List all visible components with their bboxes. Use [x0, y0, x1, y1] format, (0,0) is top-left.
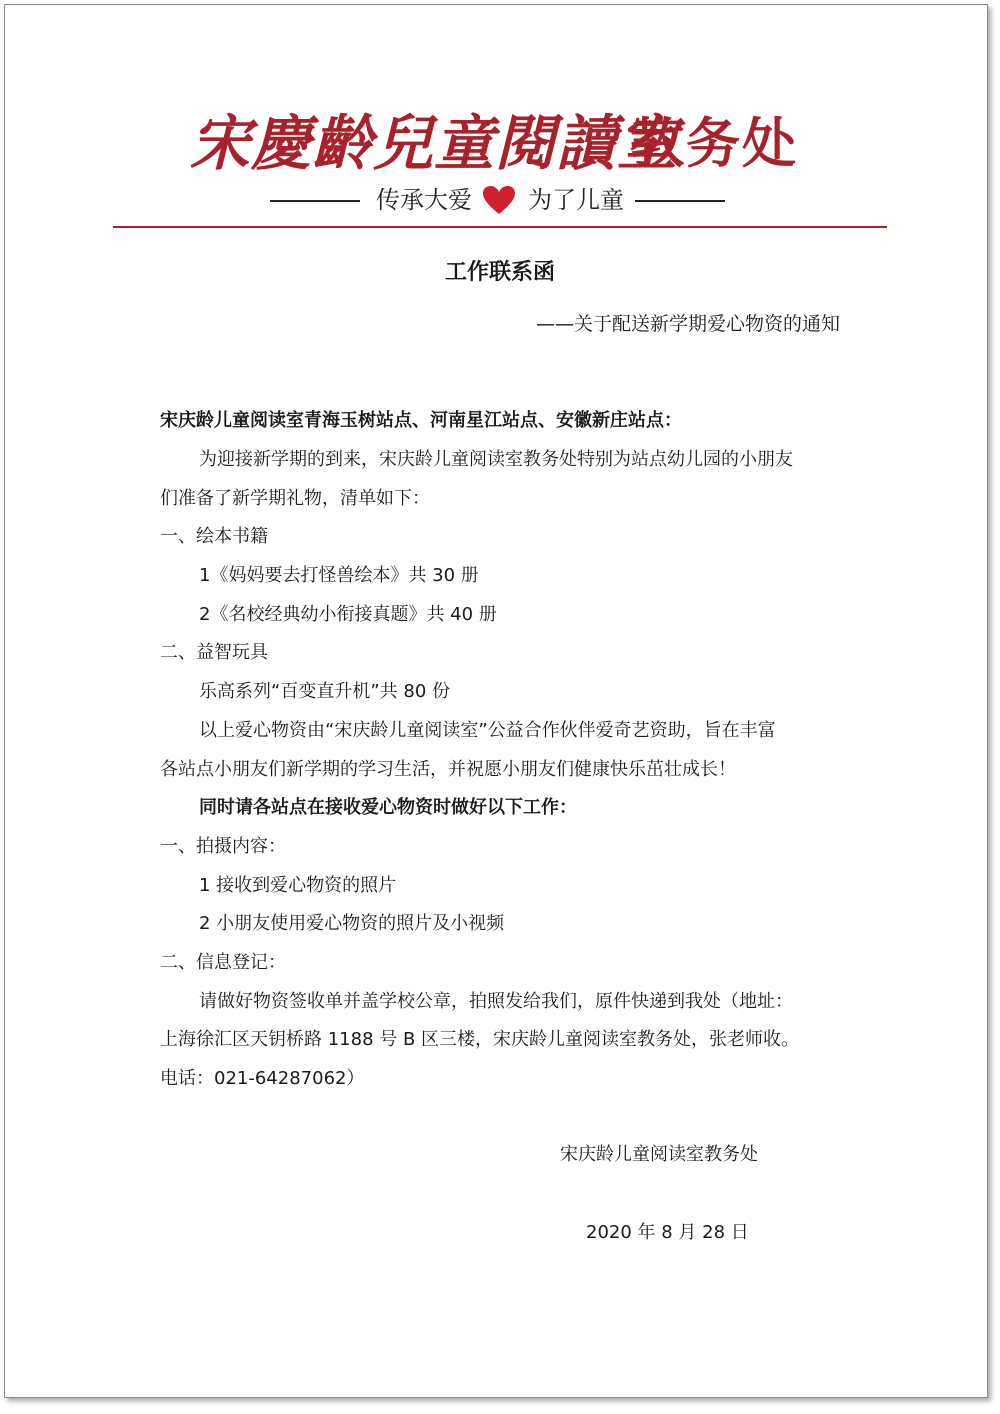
list-heading: 一、绘本书籍 [160, 526, 268, 547]
document-date: 2020 年 8 月 28 日 [586, 1222, 749, 1243]
slogan-row [270, 180, 730, 220]
list-heading: 一、拍摄内容： [160, 836, 286, 857]
body-line: 为迎接新学期的到来，宋庆龄儿童阅读室教务处特别为站点幼儿园的小朋友 [199, 449, 793, 470]
list-heading: 二、益智玩具 [160, 642, 268, 663]
body-line: 以上爱心物资由“宋庆龄儿童阅读室”公益合作伙伴爱奇艺资助，旨在丰富 [199, 720, 776, 741]
list-item: 1 接收到爱心物资的照片 [199, 875, 397, 896]
list-item: 1《妈妈要去打怪兽绘本》共 30 册 [199, 565, 479, 586]
body-line: 电话：021-64287062） [160, 1068, 365, 1089]
document-subtitle: ——关于配送新学期爱心物资的通知 [535, 313, 840, 335]
document-title: 工作联系函 [444, 260, 555, 285]
list-item: 2 小朋友使用爱心物资的照片及小视频 [199, 913, 505, 934]
letterhead-logo [190, 104, 810, 184]
body-line: 上海徐汇区天钥桥路 1188 号 B 区三楼，宋庆龄儿童阅读室教务处，张老师收。 [160, 1029, 800, 1050]
addressee-line: 宋庆龄儿童阅读室青海玉树站点、河南星江站点、安徽新庄站点： [160, 410, 682, 431]
body-line: 各站点小朋友们新学期的学习生活，并祝愿小朋友们健康快乐茁壮成长！ [160, 759, 736, 780]
list-heading: 二、信息登记： [160, 952, 286, 973]
slogan-right-text: 为了儿童 [528, 186, 624, 214]
logo-office-text: 教务处 [630, 112, 798, 175]
body-line: 们准备了新学期礼物，清单如下： [160, 488, 430, 509]
signature: 宋庆龄儿童阅读室教务处 [560, 1144, 758, 1165]
slogan-left-text: 传承大爱 [376, 186, 472, 214]
list-item: 2《名校经典幼小衔接真题》共 40 册 [199, 604, 497, 625]
logo-script-text: 宋慶齡兒童閱讀室 [190, 109, 678, 179]
instruction-heading: 同时请各站点在接收爱心物资时做好以下工作： [199, 797, 577, 818]
heart-icon [482, 185, 516, 215]
slogan-right-rule [635, 200, 725, 202]
slogan-left-rule [270, 200, 360, 202]
list-item: 乐高系列“百变直升机”共 80 份 [199, 681, 450, 702]
letterhead-divider [113, 226, 887, 228]
body-line: 请做好物资签收单并盖学校公章，拍照发给我们，原件快递到我处（地址： [199, 991, 793, 1012]
